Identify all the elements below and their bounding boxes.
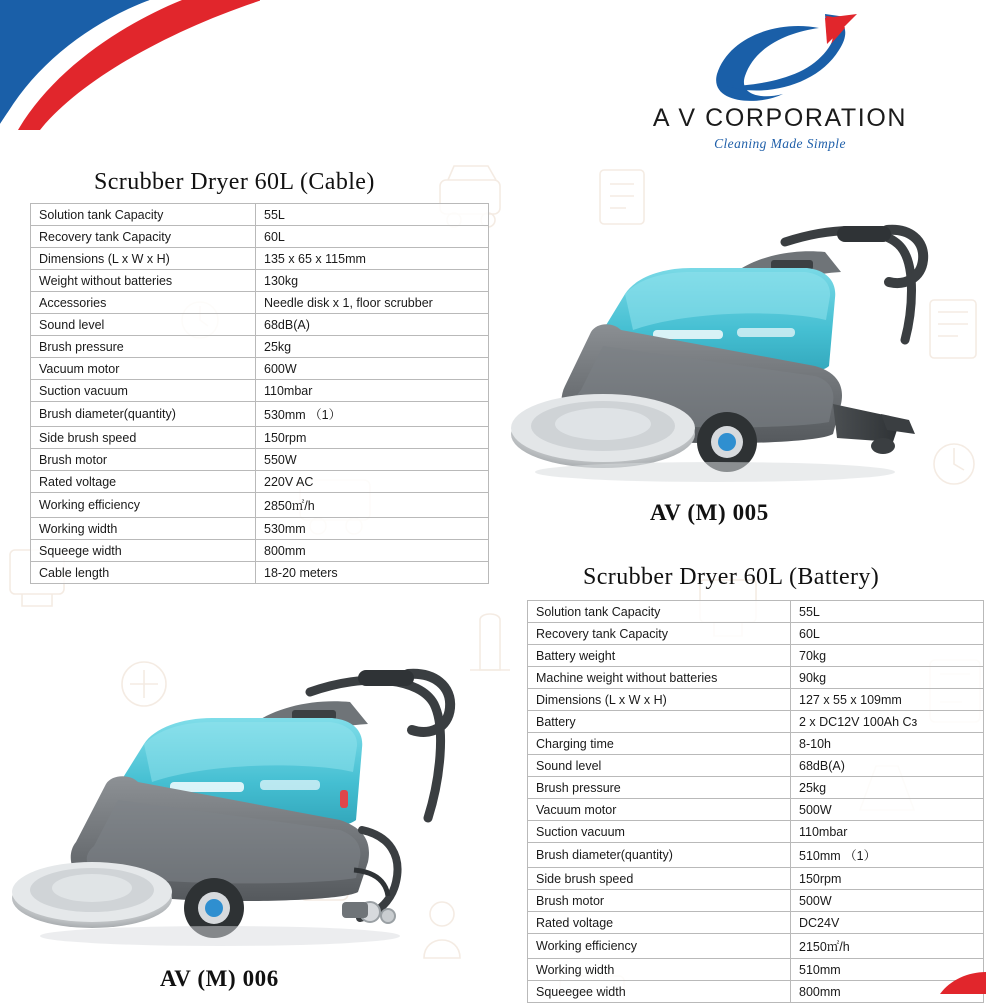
spec-key: Working width	[528, 959, 791, 981]
spec-value: 70kg	[791, 645, 984, 667]
spec-key: Sound level	[528, 755, 791, 777]
spec-key: Vacuum motor	[528, 799, 791, 821]
spec-key: Dimensions (L x W x H)	[528, 689, 791, 711]
spec-key: Cable length	[31, 562, 256, 584]
spec-value: 135 x 65 x 115mm	[256, 248, 489, 270]
spec-key: Brush pressure	[31, 336, 256, 358]
spec-key: Brush motor	[528, 890, 791, 912]
spec-key: Rated voltage	[528, 912, 791, 934]
table-row	[528, 934, 984, 959]
table-row	[528, 821, 984, 843]
spec-value: 60L	[791, 623, 984, 645]
spec-value: 68dB(A)	[791, 755, 984, 777]
table-row	[31, 248, 489, 270]
company-tagline: Cleaning Made Simple	[714, 136, 846, 151]
spec-value: 530mm （1）	[256, 402, 489, 427]
spec-key: Solution tank Capacity	[31, 204, 256, 226]
corner-ribbon-decoration	[0, 0, 260, 130]
table-row	[528, 981, 984, 1003]
table-row	[31, 449, 489, 471]
table-row	[528, 959, 984, 981]
spec-key: Dimensions (L x W x H)	[31, 248, 256, 270]
spec-key: Suction vacuum	[528, 821, 791, 843]
table-row	[528, 733, 984, 755]
spec-value: 800mm	[256, 540, 489, 562]
spec-value: 2850㎡/h	[256, 493, 489, 518]
spec-value: 150rpm	[256, 427, 489, 449]
spec-value: 110mbar	[791, 821, 984, 843]
section-title-cable: Scrubber Dryer 60L (Cable)	[94, 169, 375, 195]
model-caption-006: AV (M) 006	[160, 966, 279, 991]
spec-key: Brush diameter(quantity)	[528, 843, 791, 868]
table-row	[31, 204, 489, 226]
spec-key: Suction vacuum	[31, 380, 256, 402]
spec-key: Battery weight	[528, 645, 791, 667]
spec-value: 110mbar	[256, 380, 489, 402]
spec-table-cable	[30, 203, 489, 584]
spec-key: Rated voltage	[31, 471, 256, 493]
table-row	[31, 427, 489, 449]
spec-value: 530mm	[256, 518, 489, 540]
spec-key: Weight without batteries	[31, 270, 256, 292]
spec-value: 220V AC	[256, 471, 489, 493]
table-row	[528, 912, 984, 934]
spec-key: Brush diameter(quantity)	[31, 402, 256, 427]
spec-value: 127 x 55 x 109mm	[791, 689, 984, 711]
company-logo-block	[615, 14, 945, 152]
table-row	[528, 711, 984, 733]
spec-value: 8-10h	[791, 733, 984, 755]
spec-value: 60L	[256, 226, 489, 248]
table-row	[528, 868, 984, 890]
spec-value: 800mm	[791, 981, 984, 1003]
spec-value: 130kg	[256, 270, 489, 292]
spec-value: 25kg	[791, 777, 984, 799]
table-row	[31, 471, 489, 493]
spec-key: Brush pressure	[528, 777, 791, 799]
table-row	[31, 292, 489, 314]
spec-key: Charging time	[528, 733, 791, 755]
table-row	[528, 667, 984, 689]
spec-value: 25kg	[256, 336, 489, 358]
spec-value: 510mm （1）	[791, 843, 984, 868]
spec-key: Working efficiency	[528, 934, 791, 959]
spec-value: 18-20 meters	[256, 562, 489, 584]
table-row	[31, 493, 489, 518]
table-row	[31, 380, 489, 402]
spec-value: 150rpm	[791, 868, 984, 890]
spec-key: Vacuum motor	[31, 358, 256, 380]
table-row	[31, 518, 489, 540]
spec-value: 55L	[791, 601, 984, 623]
spec-value: 90kg	[791, 667, 984, 689]
spec-key: Side brush speed	[31, 427, 256, 449]
scrubber-dryer-battery-photo	[10, 630, 480, 960]
spec-key: Sound level	[31, 314, 256, 336]
model-caption-005: AV (M) 005	[650, 500, 769, 525]
spec-key: Recovery tank Capacity	[528, 623, 791, 645]
spec-key: Accessories	[31, 292, 256, 314]
spec-value: 510mm	[791, 959, 984, 981]
table-row	[528, 755, 984, 777]
table-row	[31, 402, 489, 427]
section-title-battery: Scrubber Dryer 60L (Battery)	[583, 564, 880, 590]
spec-key: Machine weight without batteries	[528, 667, 791, 689]
spec-value: 2 x DC12V 100Ah Cз	[791, 711, 984, 733]
spec-key: Squeege width	[31, 540, 256, 562]
swoosh-arrow-logo-icon	[615, 14, 945, 102]
spec-value: 2150㎡/h	[791, 934, 984, 959]
spec-value: DC24V	[791, 912, 984, 934]
table-row	[528, 689, 984, 711]
table-row	[528, 601, 984, 623]
table-row	[31, 270, 489, 292]
spec-key: Side brush speed	[528, 868, 791, 890]
spec-key: Working efficiency	[31, 493, 256, 518]
scrubber-dryer-cable-photo	[485, 190, 955, 490]
spec-value: 68dB(A)	[256, 314, 489, 336]
spec-key: Working width	[31, 518, 256, 540]
table-row	[31, 358, 489, 380]
table-row	[31, 314, 489, 336]
spec-value: 600W	[256, 358, 489, 380]
page-corner-mark	[940, 972, 986, 994]
table-row	[31, 336, 489, 358]
spec-value: 55L	[256, 204, 489, 226]
table-row	[31, 562, 489, 584]
spec-key: Battery	[528, 711, 791, 733]
spec-key: Squeegee width	[528, 981, 791, 1003]
table-row	[528, 623, 984, 645]
spec-value: Needle disk x 1, floor scrubber	[256, 292, 489, 314]
table-row	[528, 890, 984, 912]
spec-key: Solution tank Capacity	[528, 601, 791, 623]
spec-key: Recovery tank Capacity	[31, 226, 256, 248]
spec-table-battery	[527, 600, 984, 1003]
table-row	[528, 799, 984, 821]
table-row	[528, 645, 984, 667]
table-row	[31, 226, 489, 248]
spec-key: Brush motor	[31, 449, 256, 471]
spec-value: 500W	[791, 890, 984, 912]
table-row	[528, 843, 984, 868]
table-row	[528, 777, 984, 799]
table-row	[31, 540, 489, 562]
company-name: A V CORPORATION	[652, 104, 908, 132]
spec-value: 550W	[256, 449, 489, 471]
spec-value: 500W	[791, 799, 984, 821]
